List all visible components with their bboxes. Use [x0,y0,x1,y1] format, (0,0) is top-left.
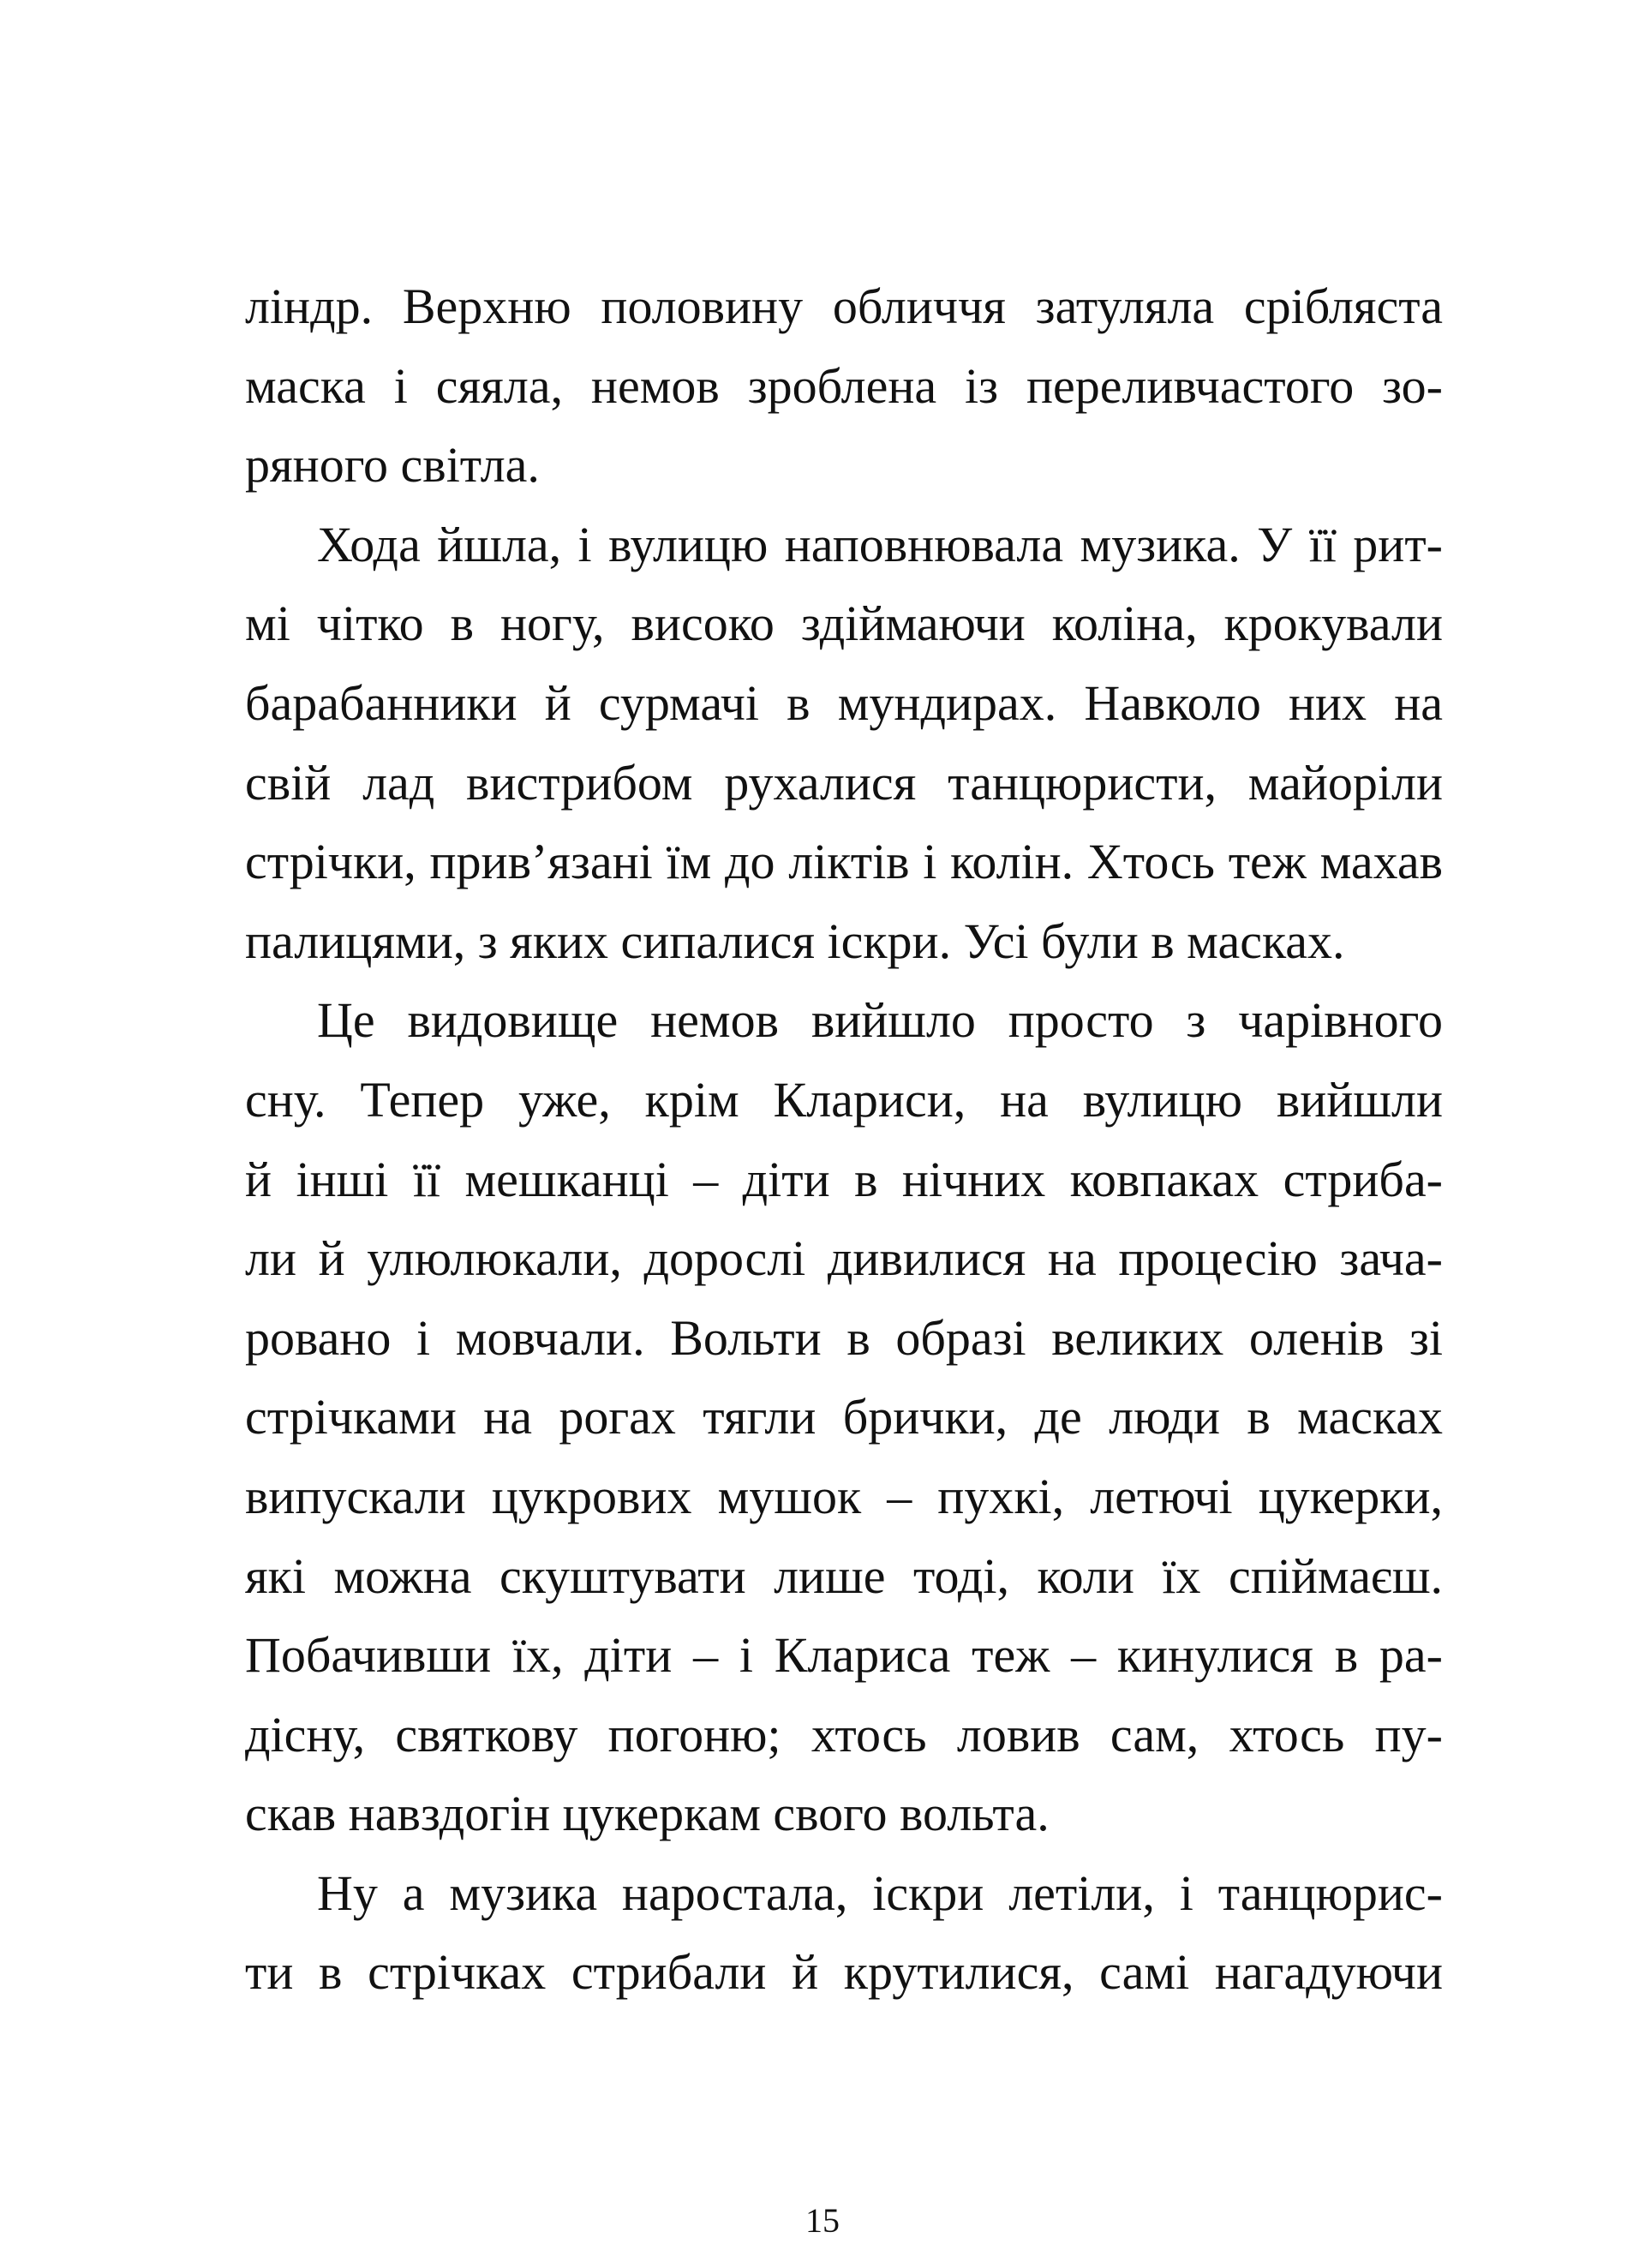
text-line: сну. Тепер уже, крім Клариси, на вулицю вийшли [245,1071,1443,1128]
text-line: свій лад вистрибом рухалися танцюристи, майоріли [245,754,1443,811]
text-line: палицями, з яких сипалися іскри. Усі були в масках. [245,913,1345,969]
text-line: скав навздогін цукеркам свого вольта. [245,1786,1050,1842]
page-body-text [245,267,1443,2013]
text-line: й інші її мешканці – діти в нічних ковпаках стриба- [245,1151,1443,1207]
text-line: Це видовище немов вийшло просто з чарівного [317,992,1443,1049]
text-line: стрічки, прив’язані їм до ліктів і колін. Хтось теж махав [245,834,1443,890]
text-line: ли й улюлюкали, дорослі дивилися на процесію зача- [245,1230,1443,1287]
text-line: стрічками на рогах тягли брички, де люди в масках [245,1389,1443,1445]
text-line: дісну, святкову погоню; хтось ловив сам, хтось пу- [245,1706,1443,1762]
text-line: Побачивши їх, діти – і Клариса теж – кинулися в ра- [245,1627,1443,1684]
text-line: ліндр. Верхню половину обличчя затуляла срібляста [245,278,1443,334]
text-line: Ну а музика наростала, іскри летіли, і танцюрис- [317,1864,1443,1921]
text-line: які можна скуштувати лише тоді, коли їх спіймаєш. [245,1547,1443,1604]
text-line: ти в стрічках стрибали й крутилися, самі нагадуючи [245,1944,1443,2001]
text-line: ровано і мовчали. Вольти в образі великих оленів зі [245,1309,1443,1366]
text-line: Хода йшла, і вулицю наповнювала музика. У її рит- [317,516,1443,572]
text-line: маска і сяяла, немов зроблена із переливчастого зо- [245,357,1443,414]
text-line: випускали цукрових мушок – пухкі, летючі цукерки, [245,1468,1443,1524]
text-line: мі чітко в ногу, високо здіймаючи коліна, крокували [245,595,1443,652]
text-line: барабанники й сурмачі в мундирах. Навколо них на [245,674,1443,731]
page-number: 15 [805,2201,840,2240]
text-line: ряного світла. [245,437,540,494]
